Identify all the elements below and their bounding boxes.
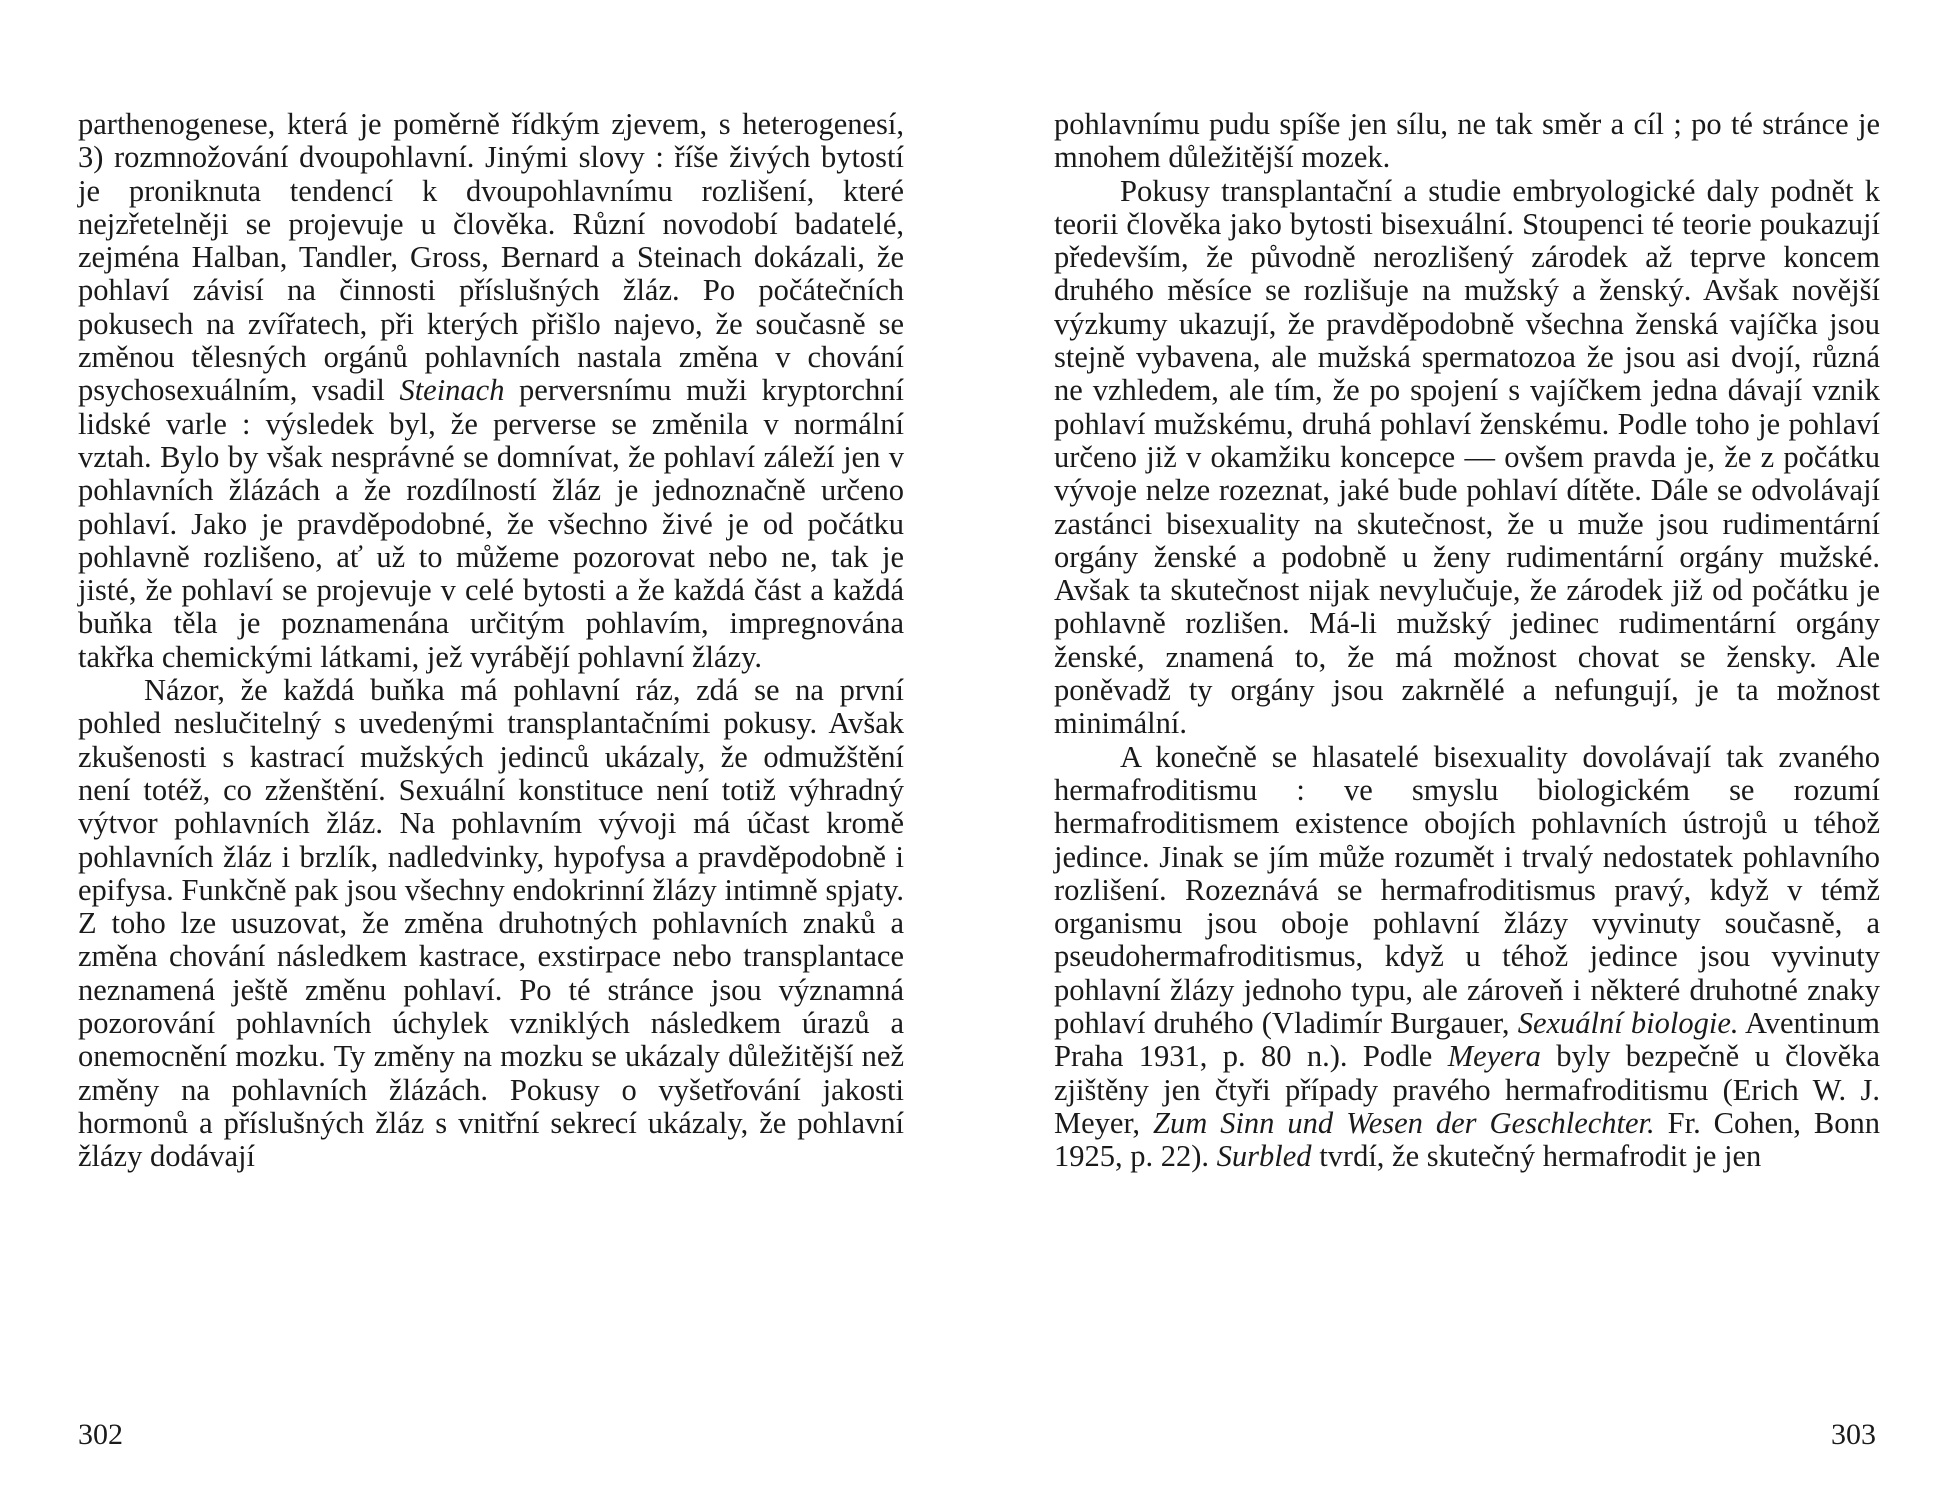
italic-text: Zum Sinn und Wesen der Geschlechter. xyxy=(1152,1105,1655,1140)
body-text xyxy=(78,108,904,1174)
text-segment: tvrdí, že skutečný hermafrodit je jen xyxy=(1311,1139,1762,1174)
text-segment: parthenogenese, která je poměrně řídkým zjevem, s heterogenesí, 3) rozmnožování dvoupohlavní. Jinými slovy : říše živých bytostí je proniknuta tendencí k dvoupohlavnímu rozlišení, které nejzřetelněji se projevuje u člověka. Různí novodobí badatelé, zejména Halban, Tandler, Gross, Bernard a Steinach dokázali, že pohlaví závisí na činnosti příslušných žláz. Po počátečních pokusech na zvířatech, při kterých přišlo najevo, že současně se změnou tělesných orgánů pohlavních nastala změna v chování psychosexuálním, vsadil xyxy=(78,107,904,408)
text-segment: pohlavnímu pudu spíše jen sílu, ne tak směr a cíl ; po té stránce je mnohem důležitější mozek. xyxy=(1054,107,1880,175)
paragraph xyxy=(1054,741,1880,1174)
italic-text: Surbled xyxy=(1216,1139,1312,1174)
italic-text: Meyera xyxy=(1447,1039,1541,1074)
text-segment: perversnímu muži kryptorchní lidské varle : výsledek byl, že perverse se změnila v normální vztah. Bylo by však nesprávné se domnívat, že pohlaví záleží jen v pohlavních žlázách a že rozdílností žláz je jednoznačně určeno pohlaví. Jako je pravděpodobné, že všechno živé je od počátku pohlavně rozlišeno, ať už to můžeme pozorovat nebo ne, tak je jisté, že pohlaví se projevuje v celé bytosti a že každá část a každá buňka těla je poznamenána určitým pohlavím, impregnována takřka chemickými látkami, jež vyrábějí pohlavní žlázy. xyxy=(78,373,904,674)
paragraph xyxy=(1054,108,1880,175)
text-segment: byly bezpečně u člověka zjištěny jen čtyři případy pravého hermafroditismu (Erich W. J. Meyer, xyxy=(1054,1039,1881,1140)
text-segment: Aventinum Praha 1931, p. 80 n.). Podle xyxy=(1054,1006,1880,1074)
text-segment: Názor, že každá buňka má pohlavní ráz, zdá se na první pohled neslučitelný s uvedenými transplantačními pokusy. Avšak zkušenosti s kastrací mužských jedinců ukázaly, že odmužštění není totéž, co zženštění. Sexuální konstituce není totiž výhradný výtvor pohlavních žláz. Na pohlavním vývoji má účast kromě pohlavních žláz i brzlík, nadledvinky, hypofysa a pravděpodobně i epifysa. Funkčně pak jsou všechny endokrinní žlázy intimně spjaty. Z toho lze usuzovat, že změna druhotných pohlavních znaků a změna chování následkem kastrace, exstirpace nebo transplantace neznamená ještě změnu pohlaví. Po té stránce jsou významná pozorování pohlavních úchylek vzniklých následkem úrazů a onemocnění mozku. Ty změny na mozku se ukázaly důležitější než změny na pohlavních žlázách. Pokusy o vyšetřování jakosti hormonů a příslušných žláz s vnitřní sekrecí ukázaly, že pohlavní žlázy dodávají xyxy=(78,673,904,1174)
italic-text: Sexuální biologie. xyxy=(1517,1006,1739,1041)
paragraph xyxy=(78,674,904,1173)
italic-text: Steinach xyxy=(399,373,505,408)
page-number: 303 xyxy=(1831,1418,1876,1451)
paragraph xyxy=(78,108,904,674)
text-segment: Fr. Cohen, Bonn 1925, p. 22). xyxy=(1054,1105,1880,1174)
text-segment: Pokusy transplantační a studie embryologické daly podnět k teorii člověka jako bytosti bisexuální. Stoupenci té teorie poukazují především, že původně nerozlišený zárodek až teprve koncem druhého měsíce se rozlišuje na mužský a ženský. Avšak novější výzkumy ukazují, že pravděpodobně všechna ženská vajíčka jsou stejně vybavena, ale mužská spermatozoa že jsou asi dvojí, různá ne vzhledem, ale tím, že po spojení s vajíčkem jedna dávají vznik pohlaví mužskému, druhá pohlaví ženskému. Podle toho je pohlaví určeno již v okamžiku koncepce — ovšem pravda je, že z počátku vývoje nelze rozeznat, jaké bude pohlaví dítěte. Dále se odvolávají zastánci bisexuality na skutečnost, že u muže jsou rudimentární orgány ženské a podobně u ženy rudimentární orgány mužské. Avšak ta skutečnost nijak nevylučuje, že zárodek již od počátku je pohlavně rozlišen. Má-li mužský jedinec rudimentární orgány ženské, znamená to, že má možnost chovat se žensky. Ale poněvadž ty orgány jsou zakrnělé a nefungují, je ta možnost minimální. xyxy=(1054,173,1880,741)
page-number: 302 xyxy=(78,1418,123,1451)
body-text xyxy=(1054,108,1880,1174)
paragraph xyxy=(1054,175,1880,741)
text-segment: A konečně se hlasatelé bisexuality dovolávají tak zvaného hermafroditismu : ve smyslu biologickém se rozumí hermafroditismem existence obojích pohlavních ústrojů u téhož jedince. Jinak se jím může rozumět i trvalý nedostatek pohlavního rozlišení. Rozeznává se hermafroditismus pravý, když v témž organismu jsou oboje pohlavní žlázy vyvinuty současně, a pseudohermafroditismus, když u téhož jedince jsou vyvinuty pohlavní žlázy jednoho typu, ale zároveň i některé druhotné znaky pohlaví druhého (Vladimír Burgauer, xyxy=(1054,739,1880,1041)
right-page xyxy=(968,0,1936,1500)
